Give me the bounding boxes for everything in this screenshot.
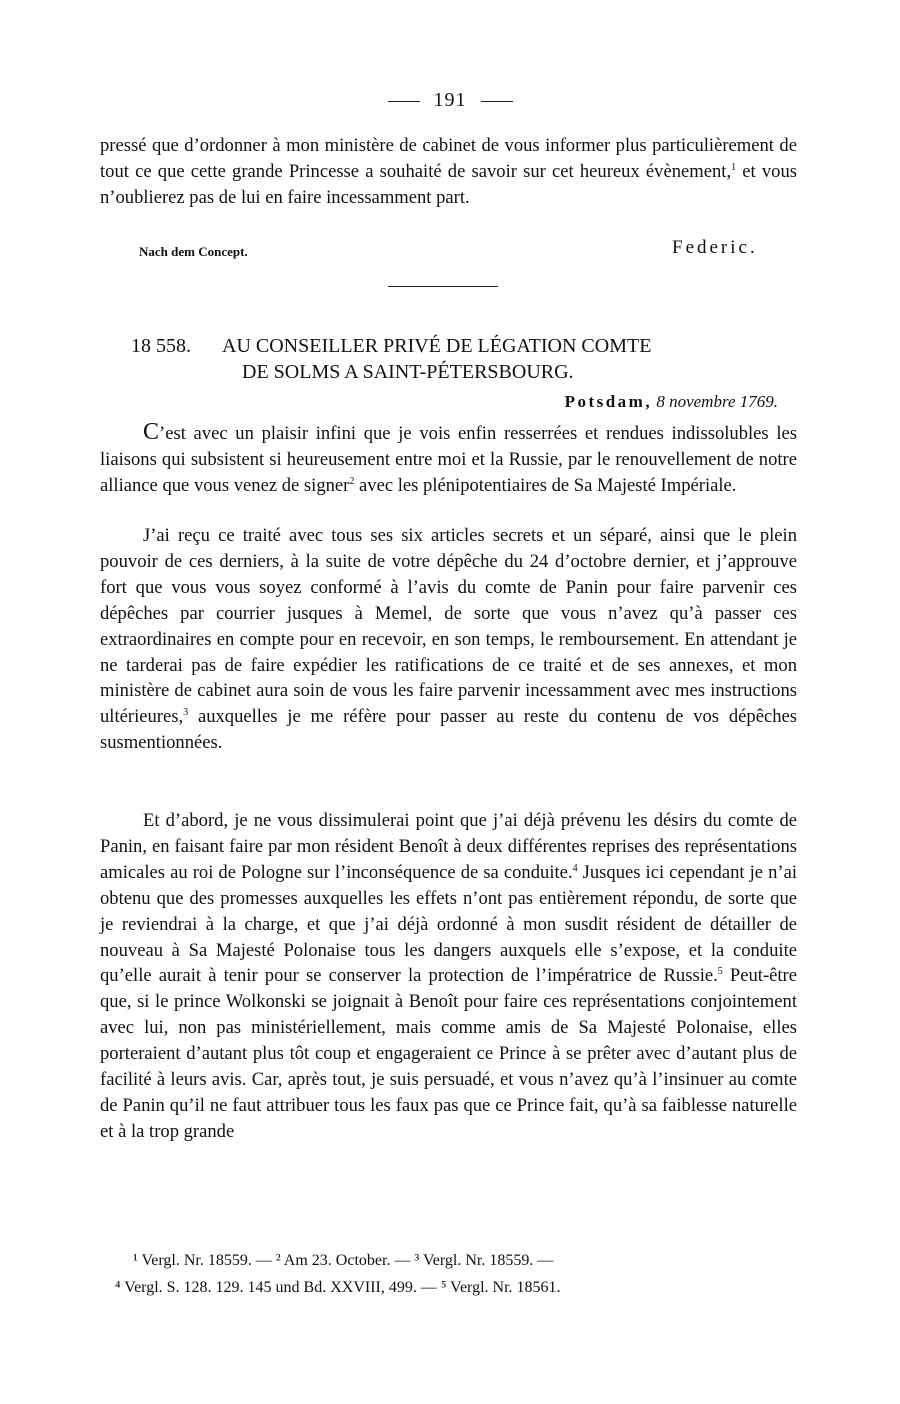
page-number-text: 191: [433, 89, 467, 111]
body-paragraph-2: J’ai reçu ce traité avec tous ses six articles secrets et un séparé, ainsi que le plein pouvoir de ces derniers, à la suite de votre dépêche du 24 d’octobre dernier, et j’approuve fort que vous vous soyez conformé à l’avis du comte de Panin pour faire parvenir ces dépêches par courrier jusques à Memel, de sorte que vous n’avez qu’à passer ces extraordinaires en compte pour en recevoir, en son temps, le remboursement. En attendant je ne tarderai pas de faire expédier les ratifications de ce traité et de ses annexes, et mon ministère de cabinet aura soin de vous les faire parvenir incessamment avec mes instructions ultérieures,$^3$ auxquelles je me réfère pour passer au reste du contenu de vos dépêches susmentionnées.: [100, 525, 797, 754]
dateline-date: 8 novembre 1769.: [656, 392, 778, 411]
footnote-ref: 5: [717, 966, 723, 978]
body-paragraph-3: Et d’abord, je ne vous dissimulerai point que j’ai déjà prévenu les désirs du comte de Panin, en faisant faire par mon résident Benoît à deux différentes reprises des représentations amicales au roi de Pologne sur l’inconséquence de sa conduite.$^4$ Jusques ici cependant je n’ai obtenu que des promesses auxquelles les effets n’ont pas entièrement répondu, de sorte que je reviendrai à la charge, et que j’ai déjà ordonné à mon susdit résident de détailler de nouveau à Sa Majesté Polonaise tous les dangers auxquels elle s’expose, et la conduite qu’elle aurait à tenir pour se conserver la protection de l’impératrice de Russie.$^5$ Peut-être que, si le prince Wolkonski se joignait à Benoît pour faire ces représentations conjointement avec lui, non pas ministériellement, mais comme amis de Sa Majesté Polonaise, elles porteraient d’autant plus tôt coup et engageraient ce Prince à se prêter avec d’autant plus de facilité à leurs avis. Car, après tout, je suis persuadé, et vous n’avez qu’à l’insinuer au comte de Panin qu’il ne faut attribuer tous les faux pas que ce Prince fait, qu’à sa faiblesse naturelle et à la trop grande: [100, 810, 798, 1142]
footnote-ref: 4: [572, 862, 578, 874]
letter-number: 18 558.: [131, 335, 191, 357]
footnote-ref: 3: [183, 707, 189, 719]
drop-cap: C: [143, 419, 160, 445]
page-number-dash-right: [481, 101, 513, 102]
footnote-ref: 1: [731, 161, 737, 173]
letter-heading-line2: DE SOLMS A SAINT-PÉTERSBOURG.: [242, 361, 574, 383]
section-divider: [388, 286, 498, 287]
dateline-place: Potsdam,: [564, 392, 653, 411]
dateline: [565, 390, 778, 414]
source-note: Nach dem Concept.: [139, 244, 248, 259]
footnote-line-2: ⁴ Vergl. S. 128. 129. 145 und Bd. XXVIII, 499. — ⁵ Vergl. Nr. 18561.: [115, 1279, 561, 1296]
body-paragraph-1: C’est avec un plaisir infini que je vois enfin resserrées et rendues indissolubles les liaisons qui subsistent si heureusement entre moi et la Russie, par le renouvellement de notre alliance que vous venez de signer$^2$ avec les plénipotentiaires de Sa Majesté Impériale.: [100, 419, 797, 496]
letter-heading: [222, 333, 782, 385]
footnotes: [115, 1247, 805, 1301]
page-number: [0, 86, 900, 114]
page-number-dash-left: [388, 101, 420, 102]
continuation-paragraph: pressé que d’ordonner à mon ministère de cabinet de vous informer plus particulièrement de tout ce que cette grande Princesse a souhaité de savoir sur cet heureux évènement,$^1$ et vous n’oublierez pas de lui en faire incessamment part.: [100, 135, 798, 208]
signature: Federic.: [672, 237, 758, 258]
footnote-line-1: ¹ Vergl. Nr. 18559. — ² Am 23. October. — ³ Vergl. Nr. 18559. —: [133, 1252, 554, 1269]
letter-heading-line1: AU CONSEILLER PRIVÉ DE LÉGATION COMTE: [222, 335, 652, 357]
footnote-ref: 2: [349, 475, 355, 487]
